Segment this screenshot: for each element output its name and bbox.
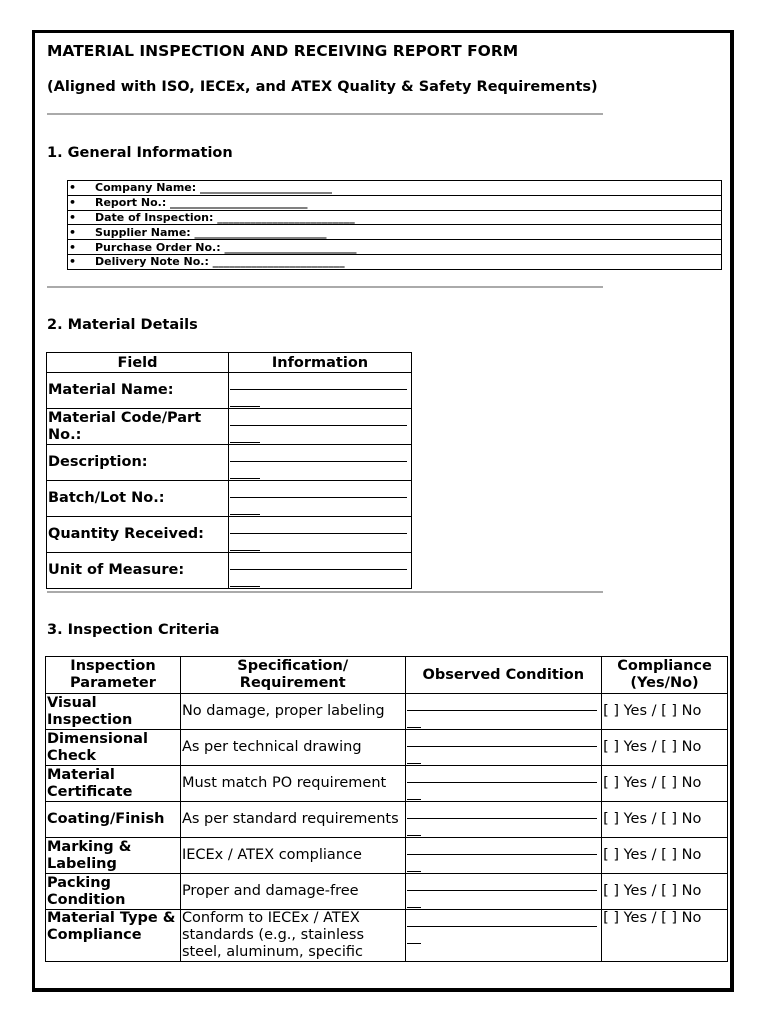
observed-condition-input[interactable]	[405, 766, 602, 802]
table-row	[47, 445, 412, 481]
field-label: Quantity Received:	[47, 517, 229, 553]
form-subtitle: (Aligned with ISO, IECEx, and ATEX Quality & Safety Requirements)	[47, 79, 598, 95]
divider	[47, 591, 603, 593]
observed-condition-input[interactable]	[405, 874, 602, 910]
table-row	[46, 766, 728, 802]
field-delivery-note-no[interactable]: Delivery Note No.: ________________________	[95, 255, 345, 269]
field-label: Material Code/Part No.:	[47, 409, 229, 445]
field-company-name[interactable]: Company Name: ________________________	[95, 181, 332, 195]
compliance-checkbox[interactable]: [ ] Yes / [ ] No	[602, 766, 728, 802]
column-header-information: Information	[229, 353, 412, 373]
observed-condition-input[interactable]	[405, 694, 602, 730]
specification-cell: Proper and damage-free	[180, 874, 405, 910]
table-row	[46, 730, 728, 766]
section-heading-material-details: 2. Material Details	[47, 317, 198, 333]
table-row	[47, 517, 412, 553]
list-item	[68, 225, 722, 240]
table-row	[47, 553, 412, 589]
bullet: •	[69, 240, 77, 254]
quantity-received-input[interactable]	[229, 517, 412, 553]
divider	[47, 286, 603, 288]
material-code-input[interactable]	[229, 409, 412, 445]
compliance-checkbox[interactable]: [ ] Yes / [ ] No	[602, 874, 728, 910]
parameter-cell: Visual Inspection	[46, 694, 181, 730]
field-label: Batch/Lot No.:	[47, 481, 229, 517]
table-row	[46, 838, 728, 874]
field-purchase-order-no[interactable]: Purchase Order No.: ________________________	[95, 240, 357, 254]
field-label: Description:	[47, 445, 229, 481]
section-heading-general-information: 1. General Information	[47, 145, 233, 161]
observed-condition-input[interactable]	[405, 910, 602, 962]
column-header-compliance: Compliance (Yes/No)	[602, 657, 728, 694]
observed-condition-input[interactable]	[405, 802, 602, 838]
table-row	[46, 910, 728, 962]
compliance-checkbox[interactable]: [ ] Yes / [ ] No	[602, 910, 728, 962]
table-row	[47, 373, 412, 409]
parameter-cell: Material Certificate	[46, 766, 181, 802]
material-details-table	[46, 352, 412, 589]
list-item	[68, 181, 722, 196]
list-item	[68, 195, 722, 210]
table-row	[46, 802, 728, 838]
column-header-parameter: Inspection Parameter	[46, 657, 181, 694]
specification-cell: No damage, proper labeling	[180, 694, 405, 730]
material-name-input[interactable]	[229, 373, 412, 409]
specification-cell: Conform to IECEx / ATEX standards (e.g., stainless steel, aluminum, specific	[180, 910, 405, 962]
field-label: Material Name:	[47, 373, 229, 409]
field-date-of-inspection[interactable]: Date of Inspection: _________________________	[95, 210, 355, 224]
section-heading-inspection-criteria: 3. Inspection Criteria	[47, 622, 220, 638]
table-header-row	[47, 353, 412, 373]
column-header-field: Field	[47, 353, 229, 373]
specification-cell: As per standard requirements	[180, 802, 405, 838]
form-title: MATERIAL INSPECTION AND RECEIVING REPORT FORM	[47, 42, 519, 60]
bullet: •	[69, 196, 77, 210]
parameter-cell: Marking & Labeling	[46, 838, 181, 874]
compliance-checkbox[interactable]: [ ] Yes / [ ] No	[602, 694, 728, 730]
table-row	[46, 694, 728, 730]
list-item	[68, 240, 722, 255]
list-item	[68, 210, 722, 225]
unit-of-measure-input[interactable]	[229, 553, 412, 589]
bullet: •	[69, 255, 77, 269]
list-item	[68, 254, 722, 269]
compliance-checkbox[interactable]: [ ] Yes / [ ] No	[602, 802, 728, 838]
table-row	[47, 481, 412, 517]
specification-cell: Must match PO requirement	[180, 766, 405, 802]
specification-cell: As per technical drawing	[180, 730, 405, 766]
field-label: Unit of Measure:	[47, 553, 229, 589]
parameter-cell: Coating/Finish	[46, 802, 181, 838]
general-information-list	[67, 180, 722, 270]
compliance-checkbox[interactable]: [ ] Yes / [ ] No	[602, 730, 728, 766]
description-input[interactable]	[229, 445, 412, 481]
table-header-row	[46, 657, 728, 694]
parameter-cell: Material Type & Compliance	[46, 910, 181, 962]
inspection-criteria-table	[45, 656, 728, 962]
batch-lot-input[interactable]	[229, 481, 412, 517]
bullet: •	[69, 225, 77, 239]
bullet: •	[69, 210, 77, 224]
table-row	[46, 874, 728, 910]
bullet: •	[69, 181, 77, 195]
parameter-cell: Packing Condition	[46, 874, 181, 910]
field-report-no[interactable]: Report No.: _________________________	[95, 196, 308, 210]
field-supplier-name[interactable]: Supplier Name: ________________________	[95, 225, 327, 239]
compliance-checkbox[interactable]: [ ] Yes / [ ] No	[602, 838, 728, 874]
specification-cell: IECEx / ATEX compliance	[180, 838, 405, 874]
table-row	[47, 409, 412, 445]
divider	[47, 113, 603, 115]
column-header-observed-condition: Observed Condition	[405, 657, 602, 694]
parameter-cell: Dimensional Check	[46, 730, 181, 766]
observed-condition-input[interactable]	[405, 730, 602, 766]
observed-condition-input[interactable]	[405, 838, 602, 874]
column-header-specification: Specification/ Requirement	[180, 657, 405, 694]
